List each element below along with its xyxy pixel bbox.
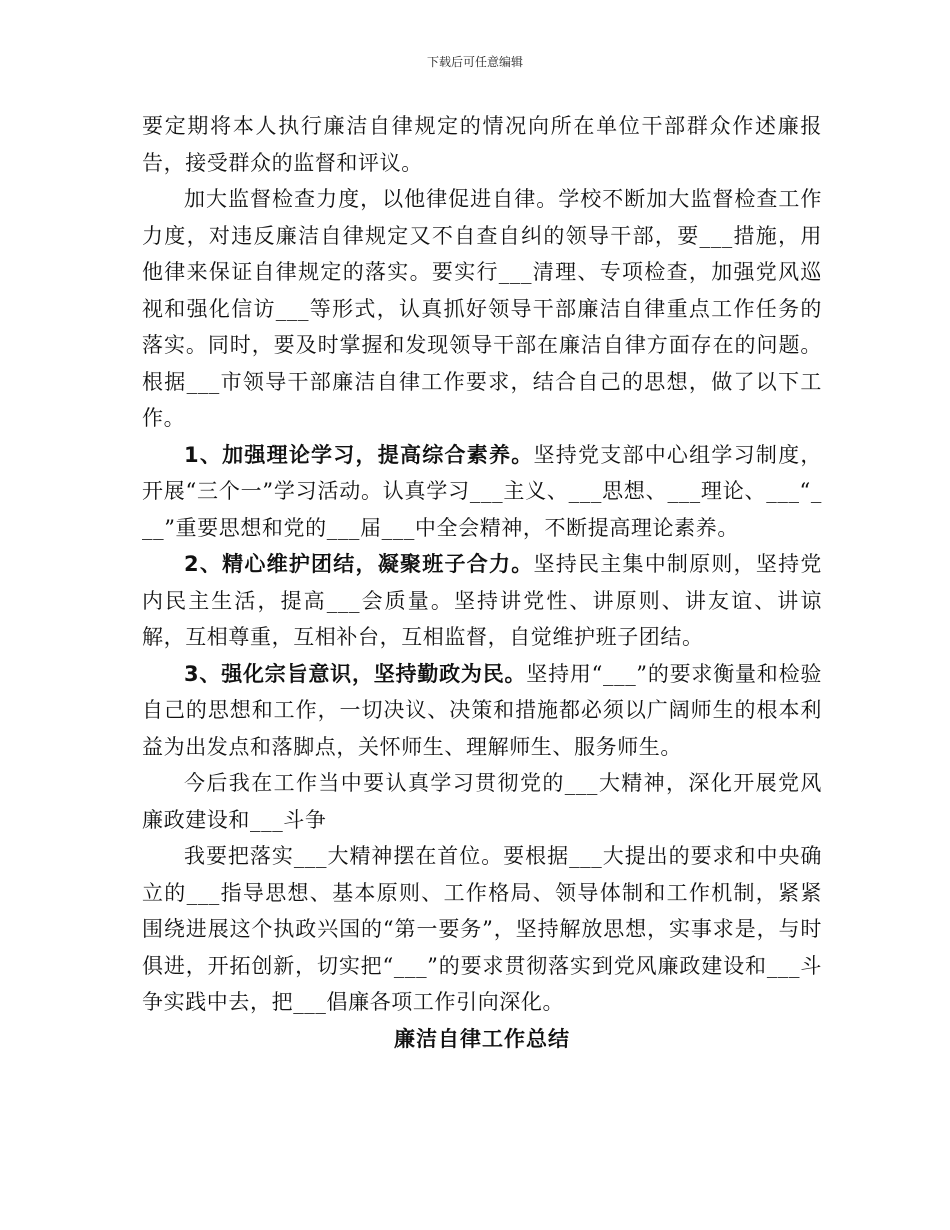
paragraph-3 — [142, 437, 822, 547]
paragraph-heading: 1、加强理论学习，提高综合素养。 — [184, 442, 534, 467]
paragraph-1 — [142, 108, 822, 181]
paragraph-text: 坚持用“___”的要求衡量和检验自己的思想和工作，一切决议、决策和措施都必须以广阔师生的根本利益为出发点和落脚点，关怀师生、理解师生、服务师生。 — [142, 661, 822, 759]
section-title: 廉洁自律工作总结 — [394, 1026, 570, 1051]
paragraph-2 — [142, 181, 822, 437]
paragraph-5 — [142, 656, 822, 766]
paragraph-heading: 3、强化宗旨意识，坚持勤政为民。 — [184, 661, 527, 686]
paragraph-4 — [142, 546, 822, 656]
paragraph-6 — [142, 765, 822, 838]
paragraph-text: 坚持民主集中制原则，坚持党内民主生活，提高___会质量。坚持讲党性、讲原则、讲友谊、讲谅解，互相尊重，互相补台，互相监督，自觉维护班子团结。 — [142, 552, 822, 649]
paragraph-text: 今后我在工作当中要认真学习贯彻党的___大精神，深化开展党风廉政建设和___斗争 — [142, 771, 822, 832]
paragraph-text: 我要把落实___大精神摆在首位。要根据___大提出的要求和中央确立的___指导思想、基本原则、工作格局、领导体制和工作机制，紧紧围绕进展这个执政兴国的“第一要务”，坚持解放思想，实事求是，与时俱进，开拓创新，切实把“___”的要求贯彻落实到党风廉政建设和___斗争实践中去，把___倡廉各项工作引向深化。 — [142, 844, 822, 1014]
page-header: 下载后可任意编辑 — [426, 55, 523, 69]
paragraph-text: 要定期将本人执行廉洁自律规定的情况向所在单位干部群众作述廉报告，接受群众的监督和评议。 — [142, 114, 822, 175]
document-body — [142, 108, 822, 1057]
paragraph-text: 加大监督检查力度，以他律促进自律。学校不断加大监督检查工作力度，对违反廉洁自律规定又不自查自纠的领导干部，要___措施，用他律来保证自律规定的落实。要实行___清理、专项检查，加强党风巡视和强化信访___等形式，认真抓好领导干部廉洁自律重点工作任务的落实。同时，要及时掌握和发现领导干部在廉洁自律方面存在的问题。根据___市领导干部廉洁自律工作要求，结合自己的思想，做了以下工作。 — [142, 187, 822, 430]
paragraph-heading: 2、精心维护团结，凝聚班子合力。 — [184, 552, 534, 576]
paragraph-text: 坚持党支部中心组学习制度，开展“三个一”学习活动。认真学习___主义、___思想、___理论、___“___”重要思想和党的___届___中全会精神，不断提高理论素养。 — [142, 442, 822, 540]
paragraph-7 — [142, 838, 822, 1021]
